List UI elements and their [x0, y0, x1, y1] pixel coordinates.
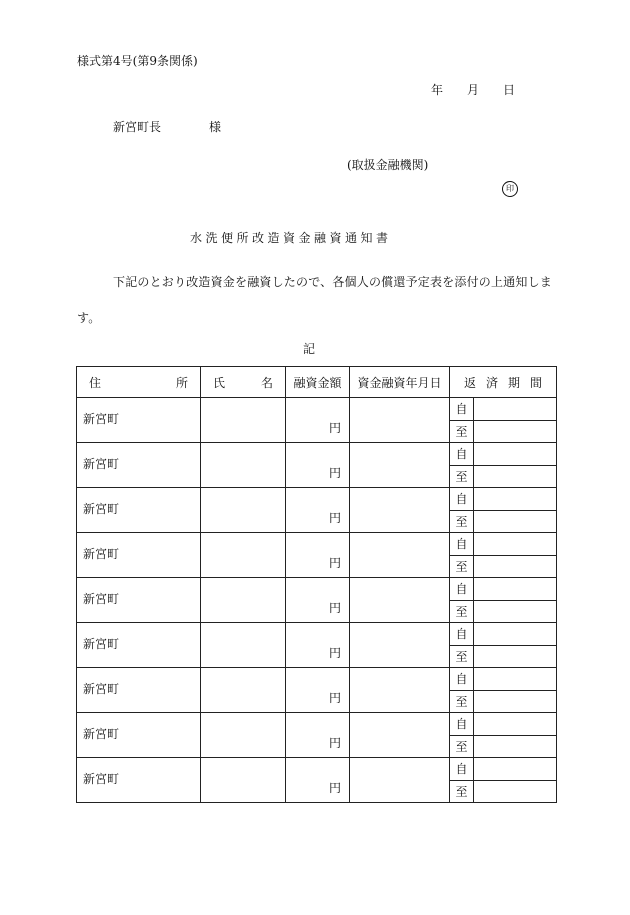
row-from-label: 自 — [450, 668, 474, 691]
row-to-label: 至 — [450, 465, 474, 488]
row-from-value — [474, 623, 557, 646]
loan-table — [76, 366, 557, 803]
row-loan-date — [350, 623, 450, 668]
row-address: 新宮町 — [77, 713, 201, 758]
row-to-value — [474, 690, 557, 713]
row-from-label: 自 — [450, 488, 474, 511]
col-header-period: 返 済 期 間 — [450, 367, 557, 398]
row-name — [201, 758, 286, 803]
ki-heading: 記 — [303, 342, 316, 356]
row-to-label: 至 — [450, 510, 474, 533]
row-from-label: 自 — [450, 443, 474, 466]
row-name — [201, 398, 286, 443]
col-header-amount: 融資金額 — [286, 367, 350, 398]
row-address: 新宮町 — [77, 623, 201, 668]
row-address: 新宮町 — [77, 398, 201, 443]
row-to-value — [474, 645, 557, 668]
seal-mark: 印 — [502, 181, 518, 197]
table-row — [77, 443, 557, 466]
row-to-value — [474, 420, 557, 443]
row-address: 新宮町 — [77, 578, 201, 623]
row-amount: 円 — [286, 488, 350, 533]
row-to-label: 至 — [450, 555, 474, 578]
row-amount: 円 — [286, 398, 350, 443]
row-amount: 円 — [286, 443, 350, 488]
date-year-label: 年 — [431, 83, 444, 97]
row-loan-date — [350, 668, 450, 713]
row-address: 新宮町 — [77, 758, 201, 803]
row-to-label: 至 — [450, 645, 474, 668]
col-header-address: 住 所 — [77, 367, 201, 398]
row-from-value — [474, 398, 557, 421]
row-address: 新宮町 — [77, 443, 201, 488]
row-name — [201, 578, 286, 623]
document-title: 水洗便所改造資金融資通知書 — [190, 231, 392, 245]
table-header-row — [77, 367, 557, 398]
row-loan-date — [350, 758, 450, 803]
form-number: 様式第4号(第9条関係) — [77, 54, 198, 68]
row-name — [201, 668, 286, 713]
row-from-value — [474, 668, 557, 691]
row-from-label: 自 — [450, 533, 474, 556]
row-from-label: 自 — [450, 623, 474, 646]
table-row — [77, 533, 557, 556]
row-from-value — [474, 443, 557, 466]
table-row — [77, 488, 557, 511]
row-to-label: 至 — [450, 600, 474, 623]
row-loan-date — [350, 533, 450, 578]
row-amount: 円 — [286, 623, 350, 668]
row-to-label: 至 — [450, 690, 474, 713]
row-name — [201, 713, 286, 758]
row-name — [201, 533, 286, 578]
table-row — [77, 578, 557, 601]
institution-label: (取扱金融機関) — [347, 158, 429, 172]
table-row — [77, 623, 557, 646]
row-amount: 円 — [286, 578, 350, 623]
row-from-label: 自 — [450, 713, 474, 736]
body-text: 下記のとおり改造資金を融資したので、各個人の償還予定表を添付の上通知します。 — [77, 275, 552, 325]
row-amount: 円 — [286, 713, 350, 758]
row-from-value — [474, 488, 557, 511]
row-from-value — [474, 713, 557, 736]
col-header-date: 資金融資年月日 — [350, 367, 450, 398]
row-amount: 円 — [286, 533, 350, 578]
row-from-value — [474, 578, 557, 601]
row-from-label: 自 — [450, 758, 474, 781]
date-month-label: 月 — [467, 83, 480, 97]
row-name — [201, 623, 286, 668]
row-from-value — [474, 758, 557, 781]
table-row — [77, 668, 557, 691]
row-to-value — [474, 735, 557, 758]
col-header-name: 氏 名 — [201, 367, 286, 398]
row-from-value — [474, 533, 557, 556]
row-loan-date — [350, 578, 450, 623]
row-from-label: 自 — [450, 578, 474, 601]
table-row — [77, 398, 557, 421]
row-to-value — [474, 780, 557, 803]
row-loan-date — [350, 443, 450, 488]
honorific: 様 — [209, 120, 222, 134]
row-to-value — [474, 555, 557, 578]
row-name — [201, 488, 286, 533]
table-row — [77, 758, 557, 781]
row-to-label: 至 — [450, 780, 474, 803]
row-from-label: 自 — [450, 398, 474, 421]
row-loan-date — [350, 713, 450, 758]
row-to-label: 至 — [450, 420, 474, 443]
date-day-label: 日 — [503, 83, 516, 97]
row-loan-date — [350, 398, 450, 443]
date-line — [431, 81, 515, 98]
row-amount: 円 — [286, 758, 350, 803]
row-name — [201, 443, 286, 488]
row-address: 新宮町 — [77, 488, 201, 533]
addressee — [113, 118, 221, 135]
row-amount: 円 — [286, 668, 350, 713]
row-address: 新宮町 — [77, 533, 201, 578]
row-to-value — [474, 465, 557, 488]
row-to-value — [474, 510, 557, 533]
addressee-name: 新宮町長 — [113, 120, 162, 134]
row-to-label: 至 — [450, 735, 474, 758]
row-to-value — [474, 600, 557, 623]
row-address: 新宮町 — [77, 668, 201, 713]
table-row — [77, 713, 557, 736]
row-loan-date — [350, 488, 450, 533]
